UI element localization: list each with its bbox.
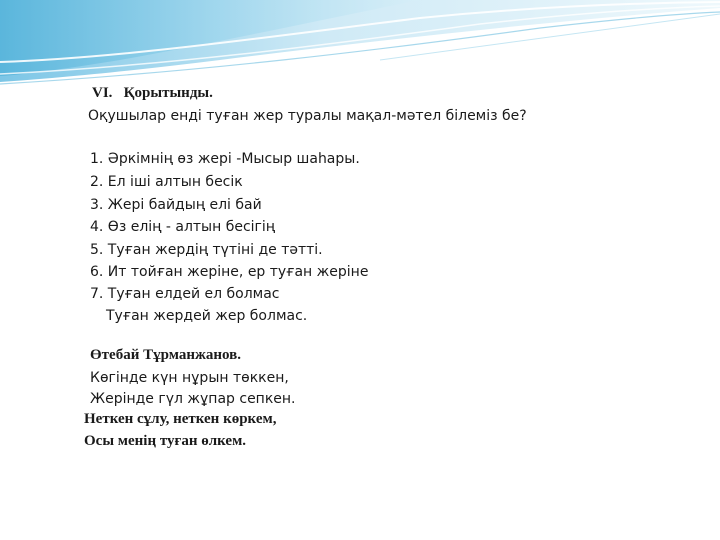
proverb-7-continuation: Туған жердей жер болмас. <box>106 308 308 324</box>
proverb-2: 2. Ел іші алтын бесік <box>90 174 243 190</box>
proverb-1: 1. Әркімнің өз жері -Мысыр шаһары. <box>90 151 360 167</box>
question-text: Оқушылар енді туған жер туралы мақал-мәтел білеміз бе? <box>88 108 527 124</box>
proverb-5: 5. Туған жердің түтіні де тәтті. <box>90 242 323 258</box>
proverb-4: 4. Өз елің - алтын бесігің <box>90 219 276 235</box>
heading <box>92 84 213 102</box>
poem-bold-line-2: Осы менің туған өлкем. <box>84 433 247 449</box>
heading-title: Қорытынды. <box>123 85 213 101</box>
proverb-7: 7. Туған елдей ел болмас <box>90 286 280 302</box>
heading-number: VI. <box>92 85 113 101</box>
poem-line-1: Көгінде күн нұрын төккен, <box>90 370 289 386</box>
poem-line-2: Жерінде гүл жұпар сепкен. <box>90 391 296 407</box>
proverb-3: 3. Жері байдың елі бай <box>90 197 262 213</box>
poem-bold-line-1: Неткен сұлу, неткен көркем, <box>84 411 277 427</box>
proverb-6: 6. Ит тойған жеріне, ер туған жеріне <box>90 264 369 280</box>
poem-author: Өтебай Тұрманжанов. <box>90 347 241 363</box>
